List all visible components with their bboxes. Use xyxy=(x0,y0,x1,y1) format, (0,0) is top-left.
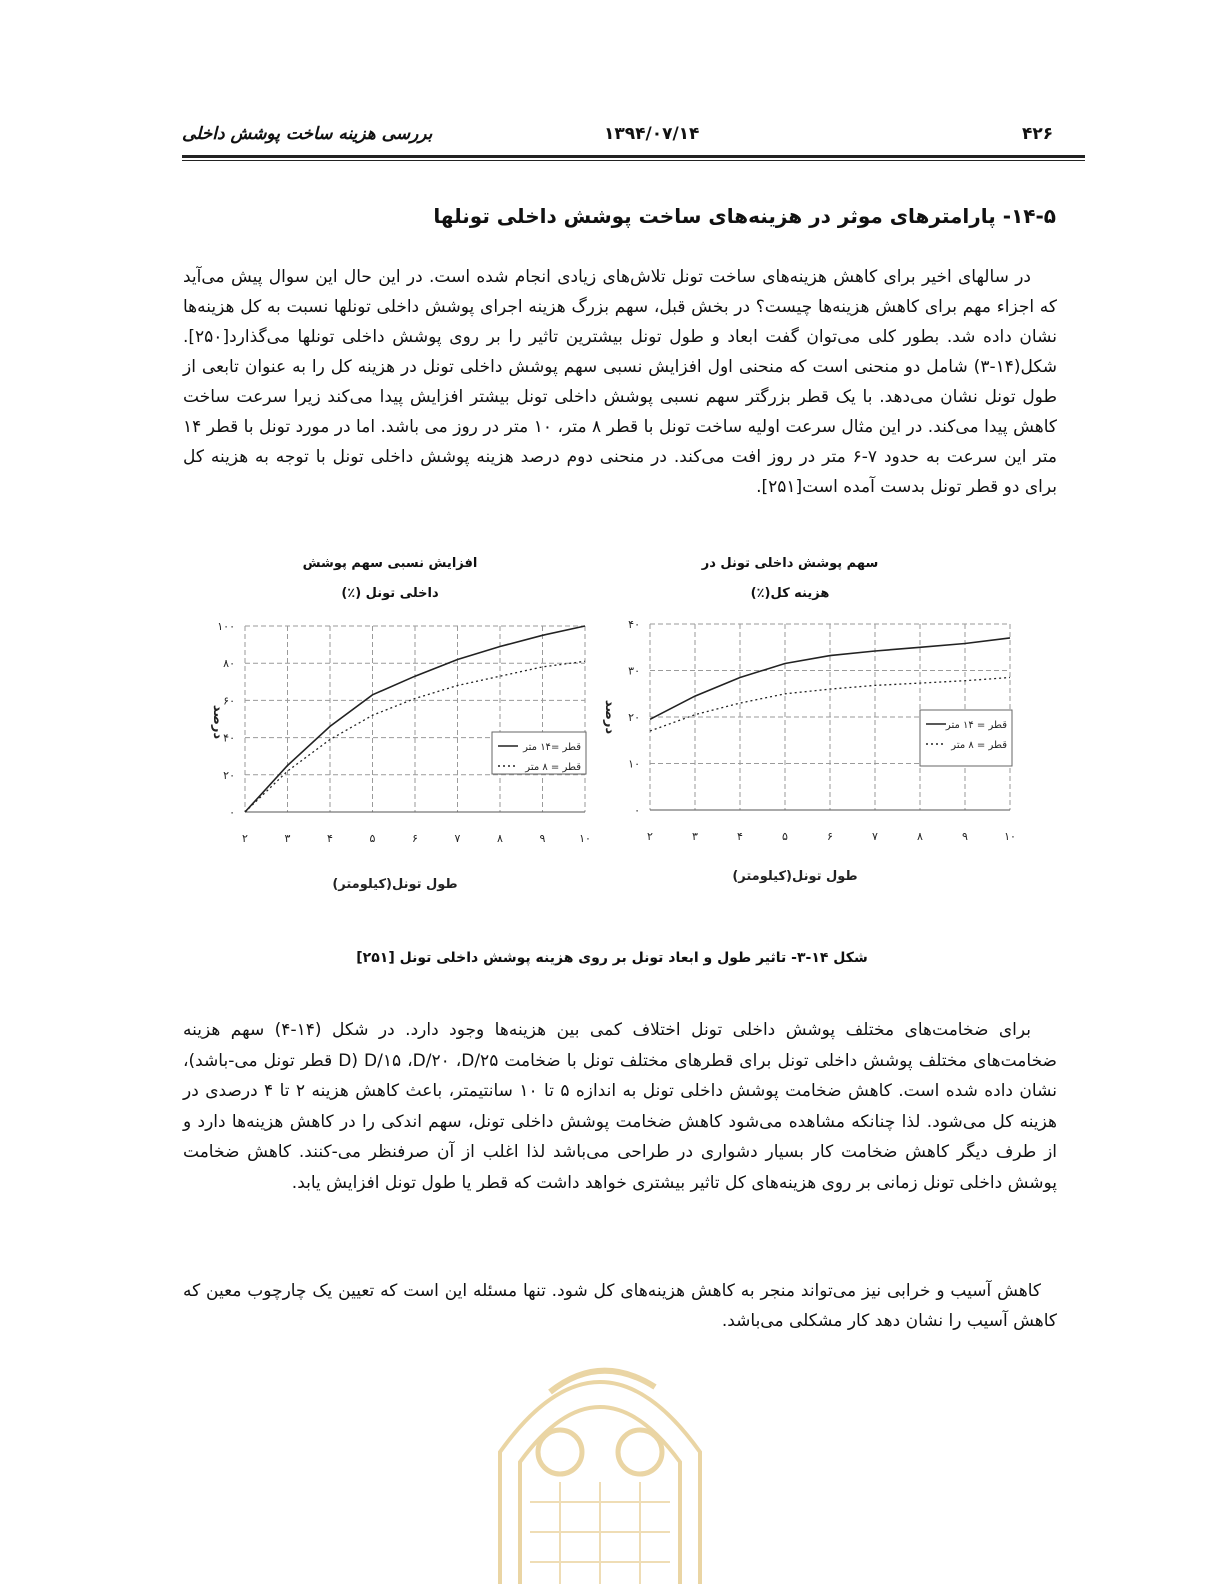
paragraph-2: برای ضخامت‌های مختلف پوشش داخلی تونل اختلاف کمی بین هزینه‌ها وجود دارد. در شکل (۱۴-۴) سهم هزینه ضخامت‌های مختلف پوشش داخلی تونل برای قطرهای مختلف تونل با ضخامت D/۱۵ ،D/۲۰ ،D/۲۵ (D قطر تونل می-باشد)، نشان داده شده است. کاهش ضخامت پوشش داخلی تونل به اندازه ۵ تا ۱۰ سانتیمتر، باعث کاهش هزینه ۲ تا ۴ درصدی در هزینه کل می‌شود. لذا چنانکه مشاهده می‌شود کاهش ضخامت پوشش داخلی تونل، سهم اندکی را در کاهش هزینه‌ها دارد و از طرف دیگر کاهش ضخامت کار بسیار دشواری در طراحی می‌باشد لذا اغلب از آن صرفنظر می-کنند. کاهش ضخامت پوشش داخلی تونل زمانی بر روی هزینه‌های کل تاثیر بیشتری خواهد داشت که قطر یا طول تونل افزایش یابد. xyxy=(183,1020,1057,1193)
chart-left-title-line1: افزایش نسبی سهم پوشش xyxy=(302,556,478,571)
y-tick-label: ۳۰ xyxy=(628,664,640,678)
section-title: ۱۴-۵- پارامترهای موثر در هزینه‌های ساخت پوشش داخلی تونلها xyxy=(433,204,1056,228)
y-tick-label: ۴۰ xyxy=(628,618,640,631)
y-tick-label: ۲۰ xyxy=(223,768,235,782)
chart-right-title-line1: سهم پوشش داخلی تونل در xyxy=(701,556,879,571)
y-tick-label: ۸۰ xyxy=(223,657,235,671)
x-axis-label: طول تونل(کیلومتر) xyxy=(332,877,458,892)
y-tick-label: ۲۰ xyxy=(628,711,640,724)
y-tick-label: ۱۰۰ xyxy=(217,620,235,633)
header-rule-thin xyxy=(182,160,1085,161)
y-axis-label: درصد xyxy=(210,704,225,740)
legend-label: قطر = ۸ متر xyxy=(525,762,581,773)
x-axis-label: طول تونل(کیلومتر) xyxy=(732,869,858,884)
legend-label: قطر = ۱۴ متر xyxy=(945,720,1007,731)
y-axis-label: درصد xyxy=(602,699,617,735)
x-tick-label: ۹ xyxy=(962,830,968,843)
x-tick-label: ۲ xyxy=(647,830,653,843)
x-tick-label: ۷ xyxy=(454,832,461,845)
paragraph-3: کاهش آسیب و خرابی نیز می‌تواند منجر به کاهش هزینه‌های کل شود. تنها مسئله این است که تعیین یک چارچوب معین که کاهش آسیب را نشان دهد کار مشکلی می‌باشد. xyxy=(183,1281,1057,1331)
x-tick-label: ۳ xyxy=(284,832,291,845)
figure-caption: شکل ۱۴-۳- تاثیر طول و ابعاد تونل بر روی هزینه پوشش داخلی تونل [۲۵۱] xyxy=(356,950,868,966)
watermark-seal xyxy=(480,1332,720,1584)
chart-left xyxy=(200,612,610,902)
header-date: ۱۳۹۴/۰۷/۱۴ xyxy=(604,124,700,144)
x-tick-label: ۴ xyxy=(737,830,743,843)
x-tick-label: ۷ xyxy=(872,830,878,843)
x-tick-label: ۱۰ xyxy=(1004,830,1016,843)
running-title: بررسی هزینه ساخت پوشش داخلی xyxy=(182,124,433,144)
chart-right xyxy=(600,612,1030,902)
y-tick-label: ۶۰ xyxy=(223,694,235,708)
legend-box xyxy=(920,710,1012,766)
x-tick-label: ۸ xyxy=(497,832,503,845)
paragraph-1: در سالهای اخیر برای کاهش هزینه‌های ساخت تونل تلاش‌های زیادی انجام شده است. در این حال این سوال پیش می‌آید که اجزاء مهم برای کاهش هزینه‌ها چیست؟ در بخش قبل، سهم بزرگ هزینه اجرای پوشش داخلی تونلها نسبت به کل هزینه‌ها نشان داده شد. بطور کلی می‌توان گفت ابعاد و طول تونل بیشترین تاثیر را بر روی پوشش داخلی تونلها می‌گذارد[۲۵۰]. شکل(۱۴-۳) شامل دو منحنی است که منحنی اول افزایش نسبی سهم پوشش داخلی تونل در هزینه کل را به عنوان تابعی از طول تونل نشان می‌دهد. با یک قطر بزرگتر سهم نسبی پوشش داخلی تونل بیشتر افزایش پیدا می‌کند زیرا سرعت ساخت کاهش پیدا می‌کند. در این مثال سرعت اولیه ساخت تونل با قطر ۸ متر، ۱۰ متر در روز می باشد. اما در مورد تونل با قطر ۱۴ متر این سرعت به حدود ۷-۶ متر در روز افت می‌کند. در منحنی دوم درصد هزینه پوشش داخلی تونل با توجه به هزینه کل برای دو قطر تونل بدست آمده است[۲۵۱]. xyxy=(183,267,1057,497)
x-tick-label: ۳ xyxy=(692,830,698,843)
y-tick-label: ۱۰ xyxy=(628,757,640,771)
x-tick-label: ۵ xyxy=(369,832,376,845)
header-rule-thick xyxy=(182,155,1085,158)
chart-right-title-line2: هزینه کل(٪) xyxy=(750,586,830,601)
x-tick-label: ۶ xyxy=(827,830,833,843)
x-tick-label: ۲ xyxy=(242,832,248,845)
x-tick-label: ۴ xyxy=(327,832,333,845)
x-tick-label: ۶ xyxy=(412,832,418,845)
chart-left-title-line2: داخلی تونل (٪) xyxy=(341,586,439,601)
page-number: ۴۲۶ xyxy=(1022,124,1054,144)
x-tick-label: ۹ xyxy=(539,832,546,845)
y-tick-label: ۰ xyxy=(229,806,235,819)
x-tick-label: ۱۰ xyxy=(579,832,591,845)
x-tick-label: ۸ xyxy=(917,830,923,843)
y-tick-label: ۴۰ xyxy=(223,731,235,745)
x-tick-label: ۵ xyxy=(782,830,788,843)
legend-label: قطر =۱۴ متر xyxy=(523,742,581,753)
y-tick-label: ۰ xyxy=(634,804,640,817)
legend-label: قطر = ۸ متر xyxy=(951,740,1007,751)
